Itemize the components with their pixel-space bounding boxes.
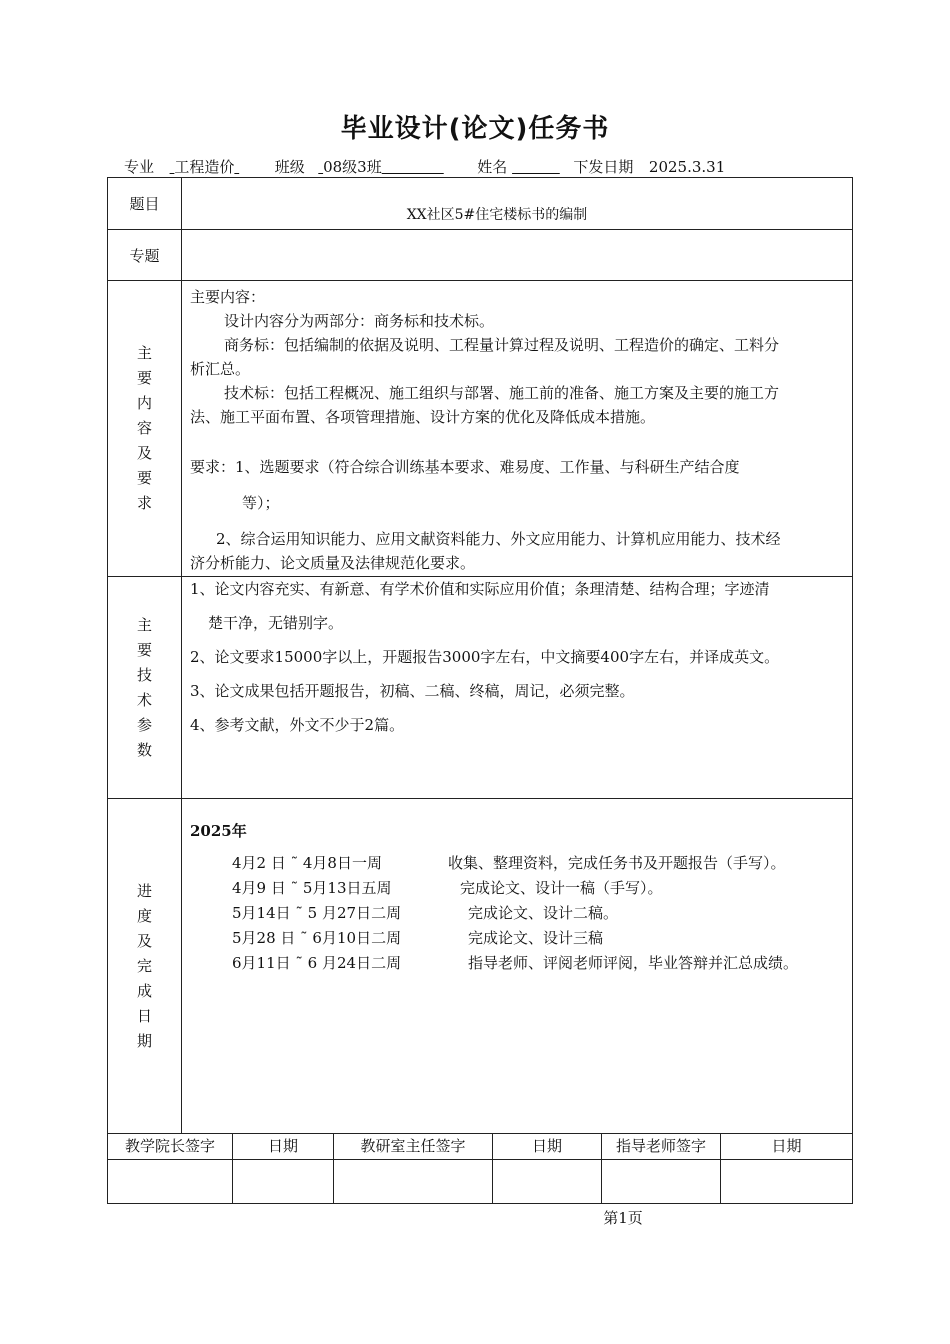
- content-text: [182, 281, 852, 576]
- dean-signature-field: [108, 1160, 233, 1203]
- tech-4: 4、参考文献，外文不少于2篇。: [190, 716, 405, 734]
- class-value: 08级3班: [323, 158, 382, 176]
- date-field-1: [233, 1160, 334, 1203]
- topic-row: [108, 178, 852, 229]
- schedule-year: 2025年: [190, 822, 247, 840]
- schedule-item: 6月11日 ˜ 6 月24日二周 指导老师、评阅老师评阅，毕业答辩并汇总成绩。: [232, 954, 799, 972]
- date-label: 下发日期: [573, 158, 634, 176]
- name-label: 姓名: [477, 158, 508, 176]
- content-label: 主 要 内 容 及 要 求: [108, 281, 182, 576]
- date-label-2: 日期: [493, 1134, 602, 1159]
- date-field-3: [721, 1160, 852, 1203]
- page-number: 第1页: [603, 1209, 643, 1227]
- director-signature-label: 教研室主任签字: [334, 1134, 493, 1159]
- date-value: 2025.3.31: [648, 158, 726, 176]
- dean-signature-label: 教学院长签字: [108, 1134, 233, 1159]
- advisor-signature-label: 指导老师签字: [602, 1134, 721, 1159]
- special-value: [182, 230, 852, 280]
- schedule-item: 4月2 日 ˜ 4月8日一周 收集、整理资料，完成任务书及开题报告（手写）。: [232, 854, 786, 872]
- req-1b: 等）；: [242, 494, 280, 512]
- tech-1b: 楚干净，无错别字。: [208, 614, 344, 632]
- task-table: [107, 177, 853, 1204]
- tech-2: 2、论文要求15000字以上，开题报告3000字左右，中文摘要400字左右，并译成英文。: [190, 648, 780, 666]
- content-heading: 主要内容：: [190, 288, 266, 306]
- tech-text: [182, 577, 852, 798]
- date-label-1: 日期: [233, 1134, 334, 1159]
- schedule-item: 4月9 日 ˜ 5月13日五周 完成论文、设计一稿（手写）。: [232, 879, 663, 897]
- info-line: [124, 156, 725, 177]
- date-field-2: [493, 1160, 602, 1203]
- content-p3b: 法、施工平面布置、各项管理措施、设计方案的优化及降低成本措施。: [190, 408, 656, 426]
- schedule-item: 5月14日 ˜ 5 月27日二周 完成论文、设计二稿。: [232, 904, 619, 922]
- signature-header-row: [108, 1133, 852, 1159]
- advisor-signature-field: [602, 1160, 721, 1203]
- tech-row: [108, 576, 852, 798]
- req-2b: 济分析能力、论文质量及法律规范化要求。: [190, 554, 476, 572]
- major-value: 工程造价: [174, 158, 235, 176]
- schedule-content: [182, 799, 852, 1133]
- special-row: [108, 229, 852, 280]
- schedule-item: 5月28 日 ˜ 6月10日二周 完成论文、设计三稿: [232, 929, 604, 947]
- req-1a: 要求：1、选题要求（符合综合训练基本要求、难易度、工作量、与科研生产结合度: [190, 458, 740, 476]
- content-row: [108, 280, 852, 576]
- topic-label: 题目: [108, 178, 182, 229]
- tech-1a: 1、论文内容充实、有新意、有学术价值和实际应用价值；条理清楚、结构合理；字迹清: [190, 580, 770, 598]
- special-label: 专题: [108, 230, 182, 280]
- schedule-label: 进 度 及 完 成 日 期: [108, 799, 182, 1133]
- tech-label: 主 要 技 术 参 数: [108, 577, 182, 798]
- content-p2b: 析汇总。: [190, 360, 251, 378]
- tech-3: 3、论文成果包括开题报告，初稿、二稿、终稿，周记，必须完整。: [190, 682, 635, 700]
- class-label: 班级: [274, 158, 305, 176]
- director-signature-field: [334, 1160, 493, 1203]
- req-2a: 2、综合运用知识能力、应用文献资料能力、外文应用能力、计算机应用能力、技术经: [216, 530, 781, 548]
- schedule-row: [108, 798, 852, 1133]
- name-value: [512, 158, 560, 176]
- topic-value: XX社区5#住宅楼标书的编制: [406, 207, 588, 223]
- content-p3a: 技术标：包括工程概况、施工组织与部署、施工前的准备、施工方案及主要的施工方: [224, 384, 780, 402]
- content-p1: 设计内容分为两部分：商务标和技术标。: [224, 312, 495, 330]
- major-label: 专业: [124, 158, 155, 176]
- signature-blank-row: [108, 1159, 852, 1203]
- date-label-3: 日期: [771, 1137, 802, 1155]
- content-p2a: 商务标：包括编制的依据及说明、工程量计算过程及说明、工程造价的确定、工料分: [224, 336, 780, 354]
- document-title: 毕业设计(论文)任务书: [340, 114, 610, 144]
